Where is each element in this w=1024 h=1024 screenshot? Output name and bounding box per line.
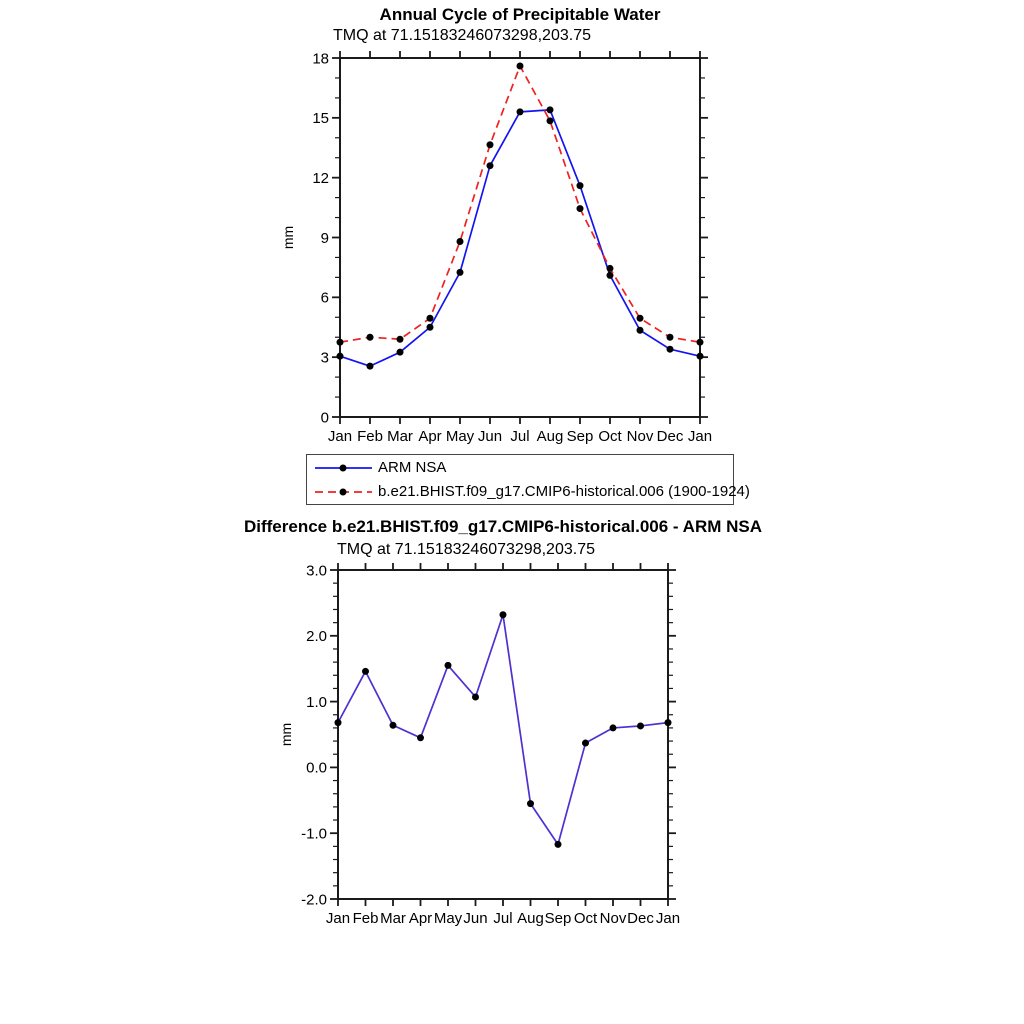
legend-line-sample-blue-solid — [313, 462, 375, 474]
x-month-label: Sep — [544, 910, 572, 927]
x-month-label: Nov — [599, 910, 627, 927]
series-point-difference — [555, 841, 562, 848]
x-month-label: Mar — [380, 910, 406, 927]
y-tick-label: 3.0 — [306, 562, 327, 580]
series-point-b-e21-bhist-f09-g17-cmip6-historical-006 — [397, 336, 404, 343]
legend-sample-marker — [340, 464, 347, 471]
series-point-difference — [527, 800, 534, 807]
series-point-arm-nsa — [487, 162, 494, 169]
y-tick-label: -2.0 — [301, 891, 327, 909]
x-month-label: Feb — [352, 910, 379, 927]
x-month-label: Jan — [325, 910, 351, 927]
x-month-label: Jun — [463, 910, 488, 927]
bottom-chart-subtitle: TMQ at 71.15183246073298,203.75 — [337, 541, 595, 558]
legend-label-model: b.e21.BHIST.f09_g17.CMIP6-historical.006 (1900-1924) — [378, 483, 750, 500]
y-tick-label: 2.0 — [306, 628, 327, 646]
series-point-difference — [335, 719, 342, 726]
series-point-b-e21-bhist-f09-g17-cmip6-historical-006 — [637, 315, 644, 322]
top-chart-title: Annual Cycle of Precipitable Water — [379, 5, 661, 24]
legend-label-arm-nsa: ARM NSA — [378, 459, 447, 476]
legend-entry-model — [307, 480, 750, 504]
y-tick-label: 12 — [312, 169, 329, 187]
x-month-label: Jan — [687, 428, 713, 445]
x-month-label: Jan — [655, 910, 681, 927]
series-point-difference — [665, 719, 672, 726]
series-point-b-e21-bhist-f09-g17-cmip6-historical-006 — [577, 205, 584, 212]
series-point-difference — [390, 722, 397, 729]
series-point-arm-nsa — [667, 346, 674, 353]
legend-line-sample-red-dashed — [313, 486, 375, 498]
series-point-arm-nsa — [697, 353, 704, 360]
series-point-arm-nsa — [367, 363, 374, 370]
series-point-difference — [582, 740, 589, 747]
y-tick-label: 9 — [320, 229, 329, 247]
x-month-label: Dec — [627, 910, 654, 927]
series-point-difference — [472, 693, 479, 700]
chart-annual-cycle — [280, 50, 712, 445]
x-month-label: Jul — [510, 428, 530, 445]
x-month-label: Nov — [626, 428, 654, 445]
x-month-label: Aug — [536, 428, 564, 445]
y-tick-label: -1.0 — [301, 825, 327, 843]
bottom-chart-title: Difference b.e21.BHIST.f09_g17.CMIP6-historical.006 - ARM NSA — [243, 517, 763, 536]
y-axis-title: mm — [280, 225, 296, 250]
legend-box — [306, 454, 750, 505]
top-chart-subtitle: TMQ at 71.15183246073298,203.75 — [333, 27, 591, 44]
series-point-difference — [417, 734, 424, 741]
series-point-b-e21-bhist-f09-g17-cmip6-historical-006 — [337, 339, 344, 346]
series-line-arm-nsa — [340, 110, 700, 366]
y-tick-label: 18 — [312, 50, 329, 68]
legend-sample-marker — [340, 488, 347, 495]
x-month-label: Feb — [357, 428, 383, 445]
x-month-label: Jul — [493, 910, 513, 927]
y-tick-label: 15 — [312, 110, 329, 128]
x-month-label: Dec — [656, 428, 684, 445]
series-point-arm-nsa — [637, 327, 644, 334]
series-line-b-e21-bhist-f09-g17-cmip6-historical-006 — [340, 66, 700, 342]
series-point-difference — [500, 611, 507, 618]
series-point-difference — [610, 724, 617, 731]
series-point-arm-nsa — [517, 108, 524, 115]
series-point-arm-nsa — [427, 324, 434, 331]
legend-entry-arm-nsa — [307, 456, 733, 480]
x-month-label: Apr — [418, 428, 442, 445]
y-tick-label: 0.0 — [306, 759, 327, 777]
series-point-b-e21-bhist-f09-g17-cmip6-historical-006 — [517, 62, 524, 69]
x-month-label: Jun — [477, 428, 503, 445]
series-line-difference — [338, 615, 668, 845]
series-point-b-e21-bhist-f09-g17-cmip6-historical-006 — [457, 238, 464, 245]
series-point-arm-nsa — [457, 269, 464, 276]
y-axis-title: mm — [278, 722, 294, 747]
y-tick-label: 1.0 — [306, 693, 327, 711]
series-point-difference — [637, 722, 644, 729]
x-month-label: Aug — [517, 910, 544, 927]
series-point-arm-nsa — [547, 106, 554, 113]
y-tick-label: 6 — [320, 289, 329, 307]
y-tick-label: 3 — [320, 349, 329, 367]
series-point-b-e21-bhist-f09-g17-cmip6-historical-006 — [427, 315, 434, 322]
series-point-b-e21-bhist-f09-g17-cmip6-historical-006 — [487, 141, 494, 148]
series-point-difference — [362, 668, 369, 675]
chart-difference — [278, 562, 680, 927]
series-point-arm-nsa — [397, 349, 404, 356]
series-point-b-e21-bhist-f09-g17-cmip6-historical-006 — [607, 265, 614, 272]
x-month-label: Oct — [573, 910, 598, 927]
series-point-b-e21-bhist-f09-g17-cmip6-historical-006 — [667, 334, 674, 341]
x-month-label: May — [433, 910, 463, 927]
y-tick-label: 0 — [320, 409, 329, 427]
series-point-b-e21-bhist-f09-g17-cmip6-historical-006 — [547, 117, 554, 124]
series-point-arm-nsa — [577, 182, 584, 189]
x-month-label: May — [445, 428, 475, 445]
series-point-b-e21-bhist-f09-g17-cmip6-historical-006 — [367, 334, 374, 341]
x-month-label: Jan — [327, 428, 353, 445]
series-point-difference — [445, 662, 452, 669]
x-month-label: Apr — [408, 910, 433, 927]
x-month-label: Mar — [387, 428, 413, 445]
series-point-arm-nsa — [337, 353, 344, 360]
x-month-label: Sep — [566, 428, 594, 445]
series-point-b-e21-bhist-f09-g17-cmip6-historical-006 — [697, 339, 704, 346]
x-month-label: Oct — [598, 428, 622, 445]
